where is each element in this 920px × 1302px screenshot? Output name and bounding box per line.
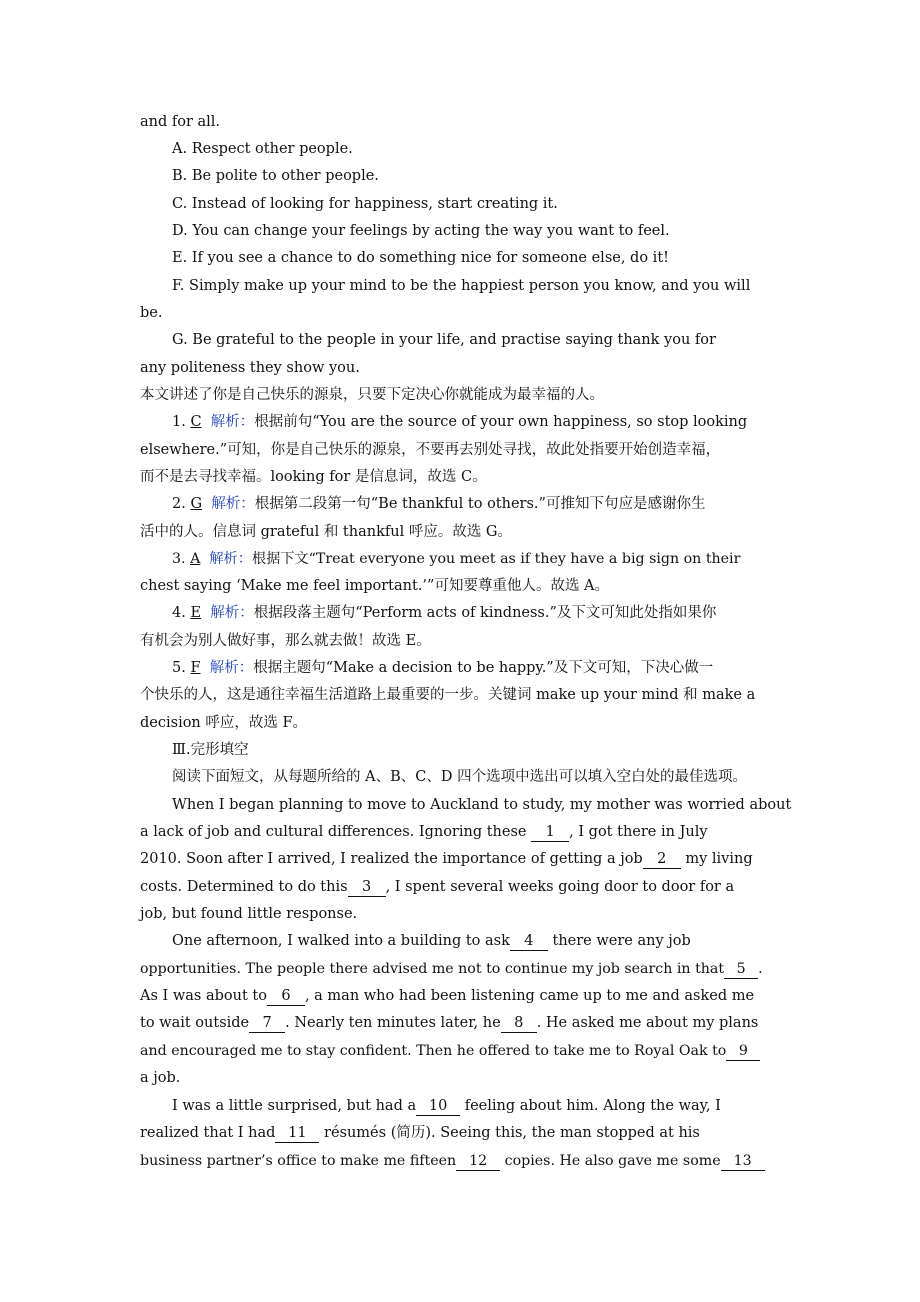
answer-letter: E [190, 605, 202, 621]
passage-text: . Nearly ten minutes later, he [285, 1015, 501, 1031]
option-d: D. You can change your feelings by acting the way you want to feel. [172, 223, 670, 239]
cloze-blank-4[interactable]: 4 [510, 932, 548, 951]
passage-text: a lack of job and cultural differences. Ignoring these [140, 824, 532, 840]
answer-3 [172, 546, 740, 573]
passage-text: , I got there in July [569, 824, 708, 840]
text-line: 有机会为别人做好事，那么就去做！故选 E。 [140, 633, 431, 649]
passage-line [140, 846, 753, 873]
option-e: E. If you see a chance to do something nice for someone else, do it! [172, 250, 669, 266]
text-line: elsewhere.”可知，你是自己快乐的源泉，不要再去别处寻找，故此处指要开始创造幸福， [140, 442, 721, 458]
passage-text: , a man who had been listening came up to me and asked me [304, 988, 755, 1004]
option-a: A. Respect other people. [172, 141, 353, 157]
section-heading: Ⅲ.完形填空 [172, 742, 249, 758]
cloze-blank-1[interactable]: 1 [531, 823, 569, 842]
passage-text: , I spent several weeks going door to door for a [385, 879, 735, 895]
text-line: 而不是去寻找幸福。looking for 是信息词，故选 C。 [140, 469, 487, 485]
passage-text: . [758, 961, 763, 977]
cloze-blank-2[interactable]: 2 [643, 850, 681, 869]
passage-line [172, 1093, 721, 1120]
passage-line: job, but found little response. [140, 906, 358, 922]
answer-num: 1. [172, 414, 186, 430]
answer-num: 4. [172, 605, 186, 621]
answer-letter: G [190, 496, 203, 512]
cloze-blank-6[interactable]: 6 [267, 987, 305, 1006]
analysis-label: 解析： [210, 605, 254, 621]
passage-text: 2010. Soon after I arrived, I realized the importance of getting a job [140, 851, 643, 867]
cloze-blank-11[interactable]: 11 [275, 1124, 319, 1143]
answer-text: 根据下文“Treat everyone you meet as if they have a big sign on their [251, 551, 741, 567]
cloze-blank-9[interactable]: 9 [726, 1042, 760, 1061]
answer-text: 根据段落主题句“Perform acts of kindness.”及下文可知此处指如果你 [253, 605, 717, 621]
text-line: chest saying ‘Make me feel important.’”可知要尊重他人。故选 A。 [140, 578, 610, 594]
passage-line [140, 1038, 760, 1065]
analysis-label: 解析： [211, 496, 255, 512]
cloze-blank-5[interactable]: 5 [724, 960, 758, 979]
option-b: B. Be polite to other people. [172, 168, 379, 184]
answer-num: 3. [172, 551, 186, 567]
passage-text: and encouraged me to stay confident. Then he offered to take me to Royal Oak to [140, 1043, 727, 1059]
passage-line: When I began planning to move to Auckland to study, my mother was worried about [172, 797, 792, 813]
answer-2 [172, 491, 705, 518]
passage-line [140, 1120, 700, 1147]
answer-text: 根据前句“You are the source of your own happiness, so stop looking [254, 414, 748, 430]
passage-line [140, 1148, 765, 1175]
passage-text: my living [680, 851, 753, 867]
passage-text: . He asked me about my plans [536, 1015, 759, 1031]
option-g-cont: any politeness they show you. [140, 360, 360, 376]
option-g: G. Be grateful to the people in your life, and practise saying thank you for [172, 332, 716, 348]
answer-1 [172, 409, 747, 436]
answer-text: 根据主题句“Make a decision to be happy.”及下文可知，下决心做一 [253, 660, 714, 676]
answer-5 [172, 655, 713, 682]
answer-num: 5. [172, 660, 186, 676]
passage-line [140, 956, 763, 983]
passage-text: feeling about him. Along the way, I [460, 1098, 721, 1114]
option-c: C. Instead of looking for happiness, start creating it. [172, 196, 558, 212]
passage-line [172, 928, 691, 955]
passage-text: One afternoon, I walked into a building to ask [172, 933, 510, 949]
passage-text: I was a little surprised, but had a [172, 1098, 417, 1114]
passage-line [140, 983, 754, 1010]
passage-line [140, 874, 734, 901]
cloze-blank-13[interactable]: 13 [721, 1152, 765, 1171]
passage-text: business partner’s office to make me fifteen [140, 1153, 457, 1169]
option-f: F. Simply make up your mind to be the happiest person you know, and you will [172, 278, 751, 294]
cloze-blank-7[interactable]: 7 [249, 1014, 285, 1033]
cloze-blank-10[interactable]: 10 [416, 1097, 460, 1116]
passage-text: costs. Determined to do this [140, 879, 348, 895]
cloze-blank-12[interactable]: 12 [456, 1152, 500, 1171]
text-line: and for all. [140, 114, 221, 130]
passage-text: to wait outside [140, 1015, 250, 1031]
answer-letter: C [190, 414, 202, 430]
passage-text: there were any job [547, 933, 691, 949]
analysis-label: 解析： [209, 660, 254, 676]
passage-text: copies. He also gave me some [500, 1153, 721, 1169]
text-line: decision 呼应，故选 F。 [140, 715, 308, 731]
cloze-blank-8[interactable]: 8 [501, 1014, 537, 1033]
instructions: 阅读下面短文，从每题所给的 A、B、C、D 四个选项中选出可以填入空白处的最佳选项。 [172, 769, 748, 785]
analysis-label: 解析： [210, 414, 255, 430]
passage-text: realized that I had [140, 1125, 276, 1141]
answer-text: 根据第二段第一句“Be thankful to others.”可推知下句应是感谢你生 [254, 496, 706, 512]
analysis-label: 解析： [209, 551, 252, 567]
passage-text: As I was about to [140, 988, 267, 1004]
passage-line: a job. [140, 1070, 181, 1086]
answer-letter: F [190, 660, 201, 676]
passage-text: opportunities. The people there advised me not to continue my job search in that [140, 961, 725, 977]
cloze-blank-3[interactable]: 3 [348, 878, 386, 897]
passage-text: résumés (简历). Seeing this, the man stopped at his [319, 1125, 700, 1141]
answer-4 [172, 600, 716, 627]
passage-line [140, 1010, 758, 1037]
passage-line [140, 819, 708, 846]
summary-line: 本文讲述了你是自己快乐的源泉，只要下定决心你就能成为最幸福的人。 [140, 387, 604, 403]
option-f-cont: be. [140, 305, 163, 321]
text-line: 个快乐的人，这是通往幸福生活道路上最重要的一步。关键词 make up your mind 和 make a [140, 687, 756, 703]
answer-letter: A [190, 551, 201, 567]
answer-num: 2. [172, 496, 186, 512]
text-line: 活中的人。信息词 grateful 和 thankful 呼应。故选 G。 [140, 524, 513, 540]
